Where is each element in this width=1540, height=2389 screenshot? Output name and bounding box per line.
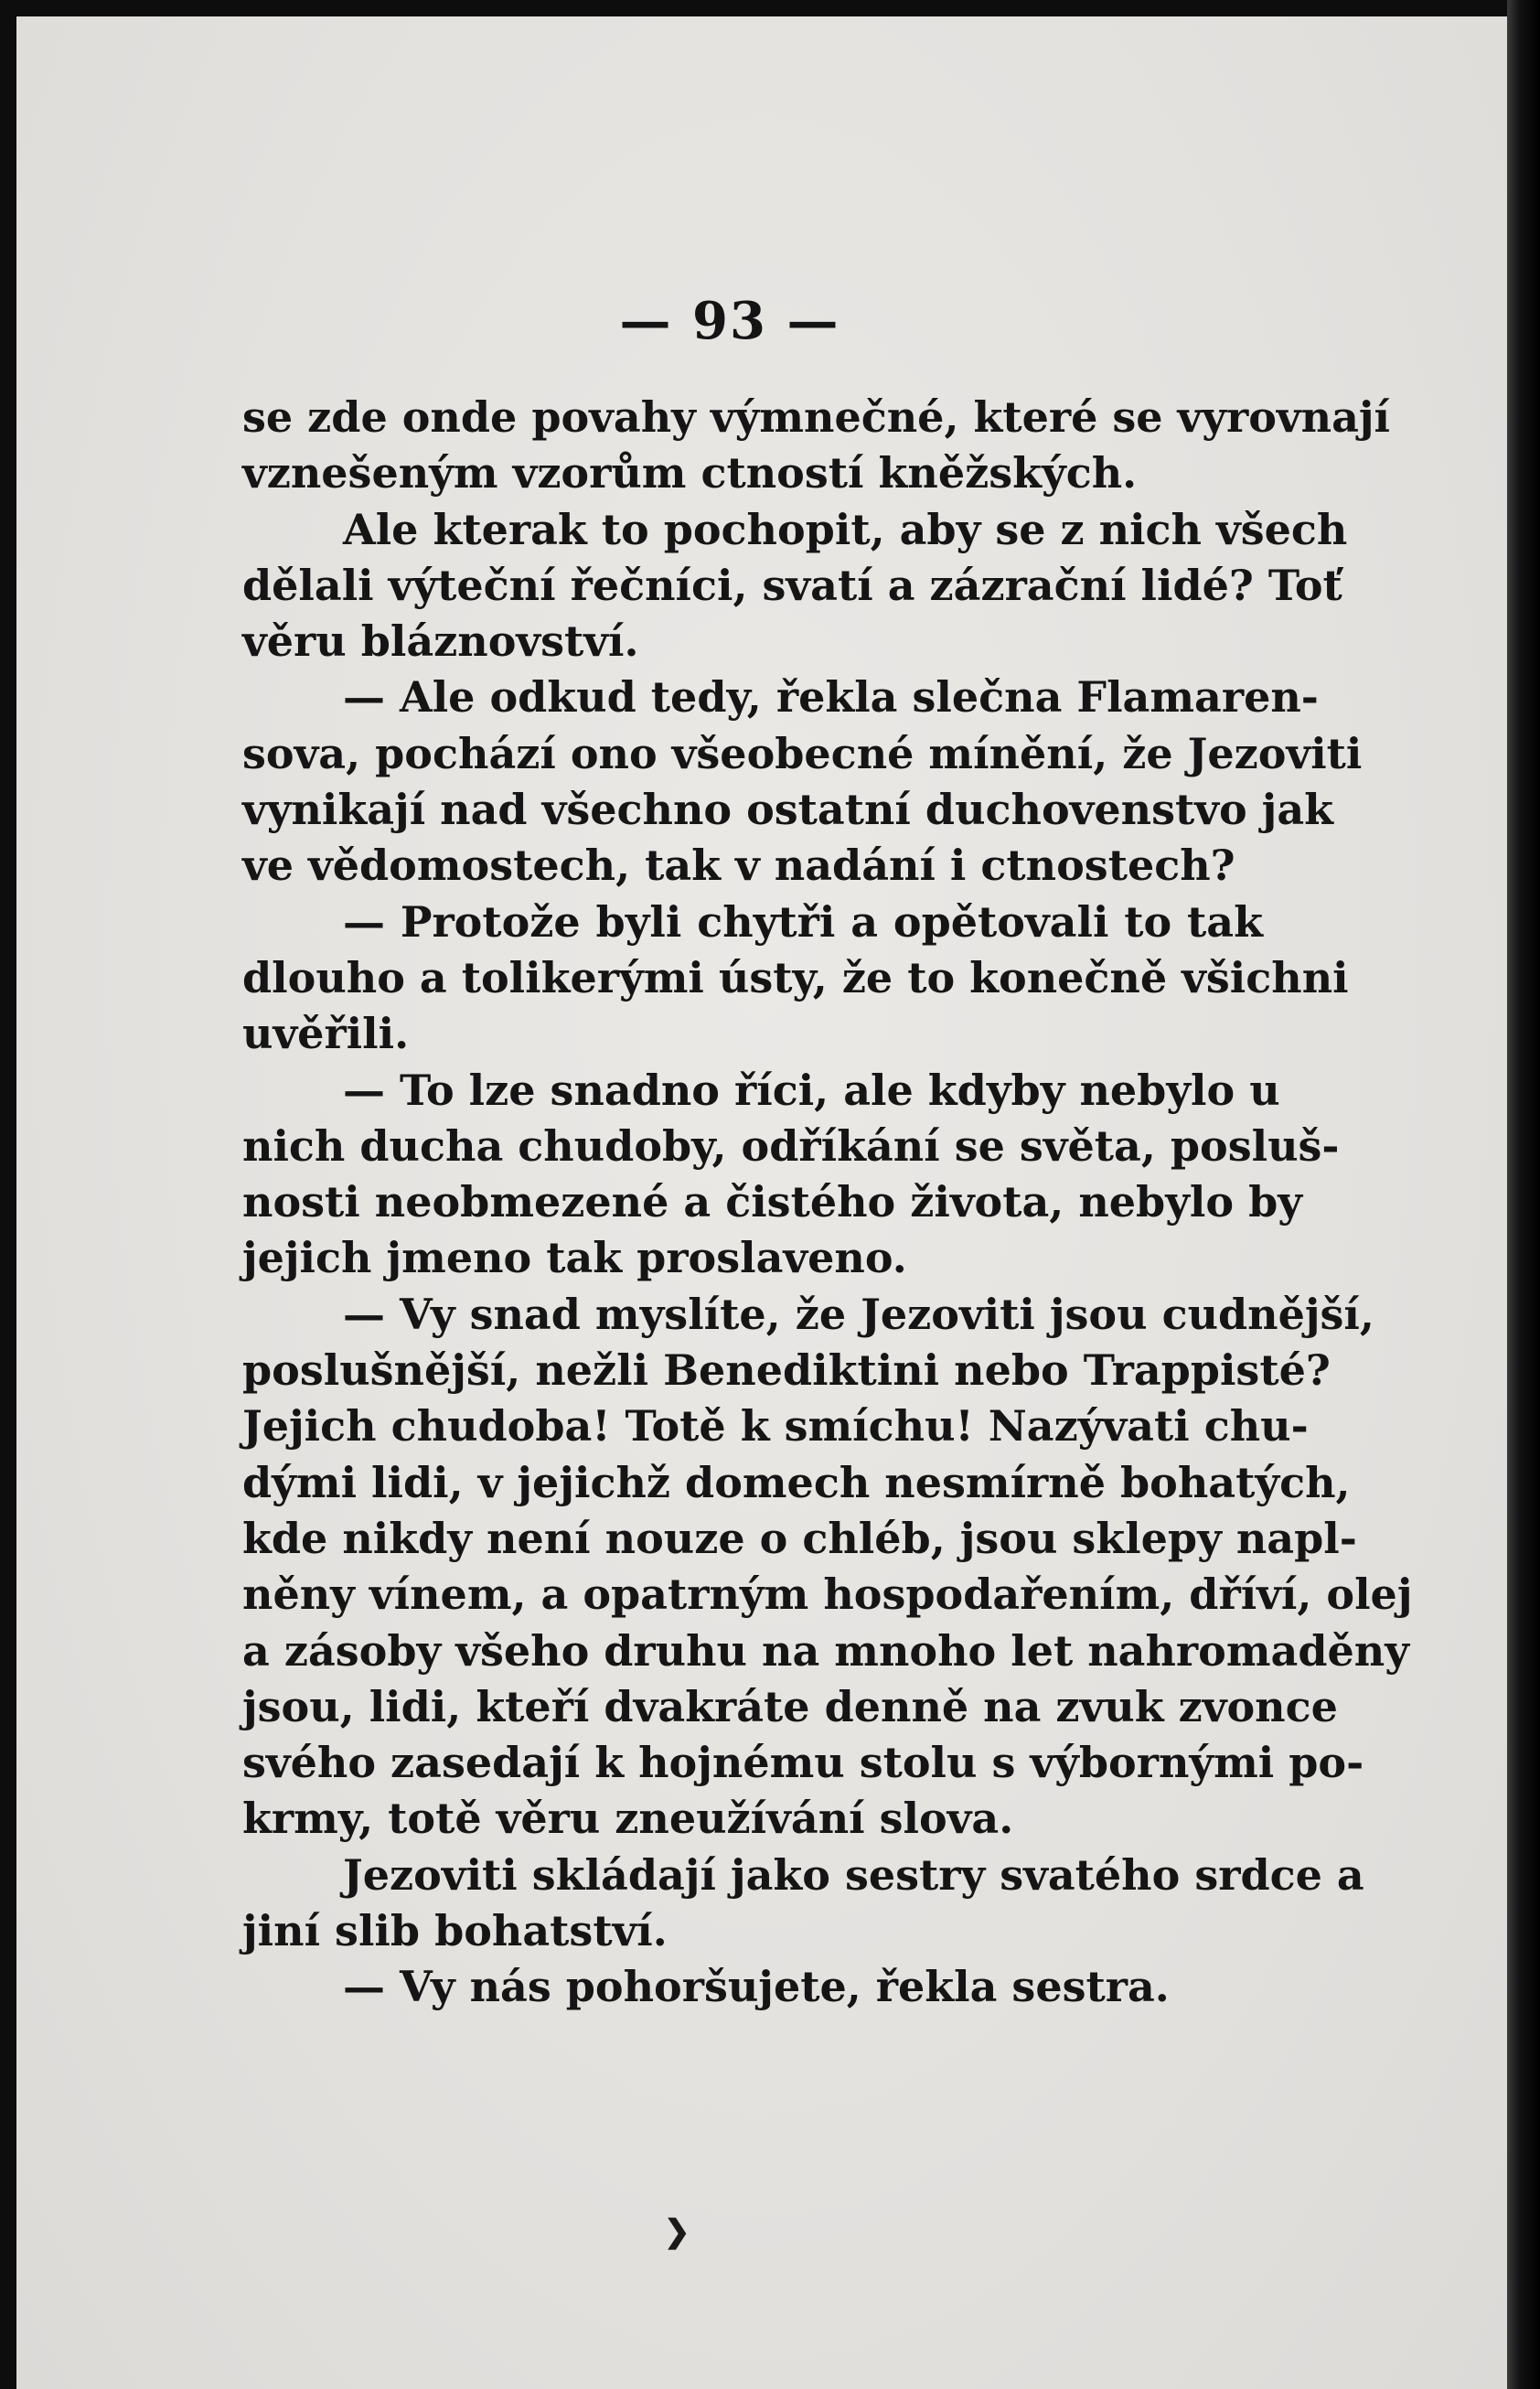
text-line: nosti neobmezené a čistého života, nebylo by <box>242 1177 1302 1227</box>
text-line: — Protože byli chytři a opětovali to tak <box>343 896 1263 947</box>
text-line: a zásoby všeho druhu na mnoho let nahromaděny <box>242 1625 1409 1676</box>
text-line: Jejich chudoba! Totě k smíchu! Nazývati chu- <box>242 1401 1309 1452</box>
text-line: jejich jmeno tak proslaveno. <box>242 1233 907 1283</box>
text-line: Jezoviti skládají jako sestry svatého srdce a <box>343 1849 1364 1900</box>
text-line: vynikají nad všechno ostatní duchovenstvo jak <box>242 785 1333 835</box>
text-line: dělali výteční řečníci, svatí a zázrační lidé? Toť <box>242 560 1342 610</box>
text-line: věru bláznovství. <box>242 616 639 667</box>
text-line: uvěřili. <box>242 1009 410 1059</box>
text-line: dými lidi, v jejichž domech nesmírně bohatých, <box>242 1457 1351 1507</box>
text-line: svého zasedají k hojnému stolu s výbornými po- <box>242 1738 1364 1788</box>
text-line: — To lze snadno říci, ale kdyby nebylo u <box>343 1065 1280 1115</box>
text-line: Ale kterak to pochopit, aby se z nich všech <box>343 504 1348 554</box>
text-line: sova, pochází ono všeobecné mínění, že Jezoviti <box>242 728 1363 778</box>
text-line: kde nikdy není nouze o chléb, jsou sklepy napl- <box>242 1513 1357 1563</box>
text-line: vznešeným vzorům ctností kněžských. <box>242 448 1138 498</box>
text-line: se zde onde povahy výmnečné, které se vyrovnají <box>242 392 1391 442</box>
body-text <box>242 390 1413 2016</box>
text-line: — Ale odkud tedy, řekla slečna Flamaren- <box>343 672 1319 723</box>
text-line: ve vědomostech, tak v nadání i ctnostech? <box>242 841 1235 891</box>
text-line: jiní slib bohatství. <box>242 1906 668 1956</box>
book-spine-edge <box>1507 0 1540 2389</box>
page-number: — 93 — <box>619 291 840 351</box>
text-line: — Vy nás pohoršujete, řekla sestra. <box>343 1962 1170 2012</box>
text-line: — Vy snad myslíte, že Jezoviti jsou cudnější, <box>343 1289 1374 1339</box>
book-page <box>16 16 1507 2389</box>
text-line: něny vínem, a opatrným hospodařením, dříví, olej <box>242 1569 1413 1620</box>
text-line: dlouho a tolikerými ústy, že to konečně všichni <box>242 952 1349 1002</box>
text-line: nich ducha chudoby, odříkání se světa, posluš- <box>242 1120 1340 1171</box>
text-line: poslušnější, nežli Benediktini nebo Trappisté? <box>242 1345 1331 1396</box>
printer-mark: ❯ <box>664 2213 690 2250</box>
text-line: jsou, lidi, kteří dvakráte denně na zvuk zvonce <box>242 1681 1338 1731</box>
text-line: krmy, totě věru zneužívání slova. <box>242 1794 1014 1844</box>
